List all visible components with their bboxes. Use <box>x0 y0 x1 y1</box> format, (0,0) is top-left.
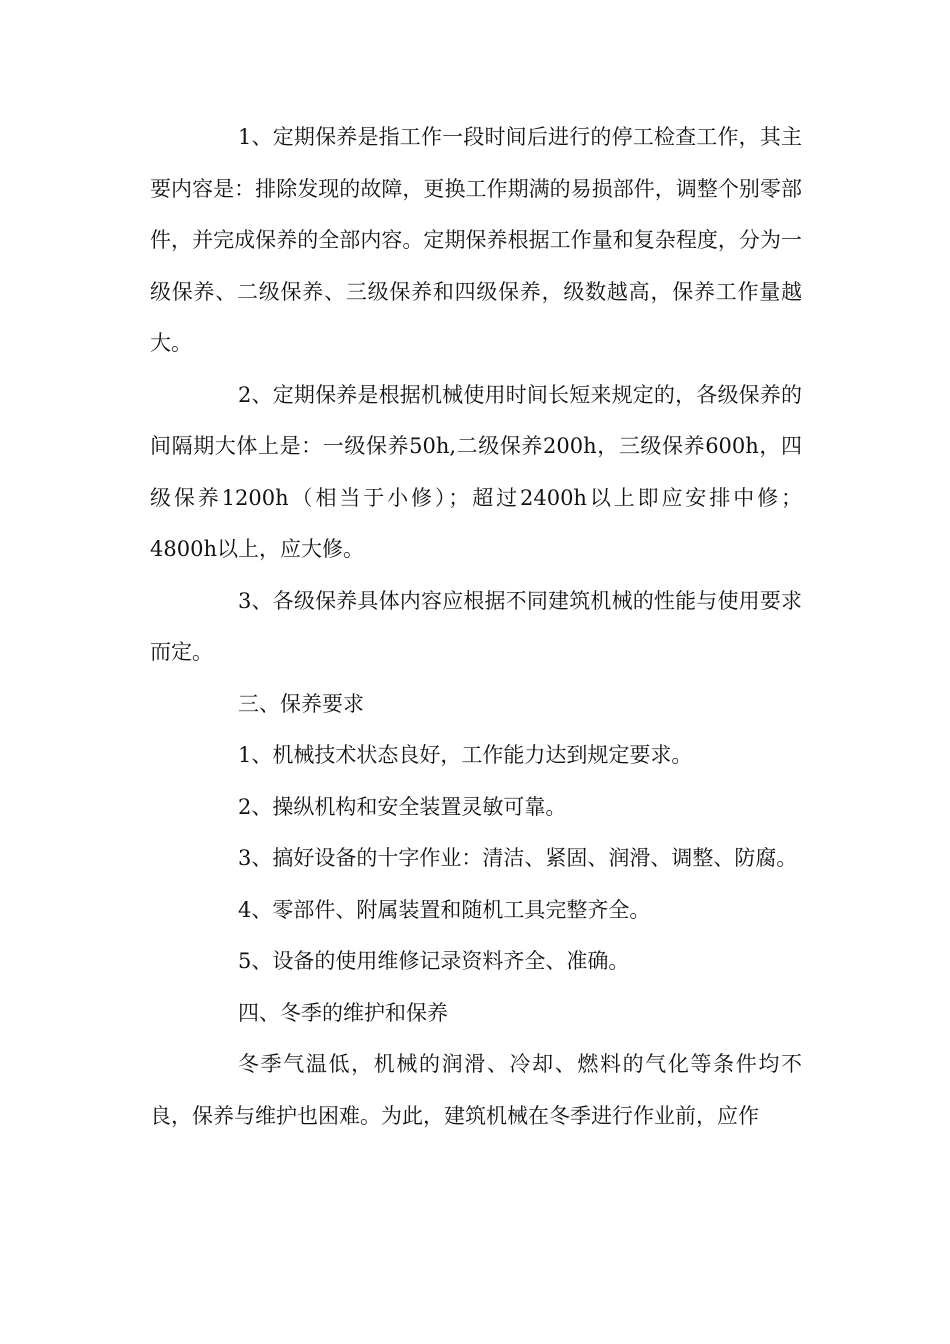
section-heading-maintenance-requirements: 三、保养要求 <box>238 691 364 716</box>
requirement-item-1: 1、机械技术状态良好，工作能力达到规定要求。 <box>238 743 693 767</box>
paragraph-maintenance-content: 3、各级保养具体内容应根据不同建筑机械的性能与使用要求而定。 <box>150 588 802 664</box>
paragraph-periodic-maintenance-definition: 1、定期保养是指工作一段时间后进行的停工检查工作，其主要内容是：排除发现的故障，更换工作期满的易损部件，调整个别零部件，并完成保养的全部内容。定期保养根据工作量和复杂程度，分为一级保养、二级保养、三级保养和四级保养，级数越高，保养工作量越大。 <box>150 125 802 355</box>
requirement-item-3: 3、搞好设备的十字作业：清洁、紧固、润滑、调整、防腐。 <box>238 846 798 870</box>
document-body <box>150 112 802 1142</box>
paragraph-winter-conditions: 冬季气温低，机械的润滑、冷却、燃料的气化等条件均不良，保养与维护也困难。为此，建筑机械在冬季进行作业前，应作 <box>150 1052 802 1128</box>
requirement-item-5: 5、设备的使用维修记录资料齐全、准确。 <box>238 949 630 973</box>
paragraph-maintenance-intervals: 2、定期保养是根据机械使用时间长短来规定的，各级保养的间隔期大体上是：一级保养50h,二级保养200h，三级保养600h，四级保养1200h（相当于小修）；超过2400h以上即应安排中修；4800h以上，应大修。 <box>150 382 802 561</box>
section-heading-winter-maintenance: 四、冬季的维护和保养 <box>238 1000 448 1025</box>
requirement-item-2: 2、操纵机构和安全装置灵敏可靠。 <box>238 794 567 819</box>
requirement-item-4: 4、零部件、附属装置和随机工具完整齐全。 <box>238 897 651 922</box>
